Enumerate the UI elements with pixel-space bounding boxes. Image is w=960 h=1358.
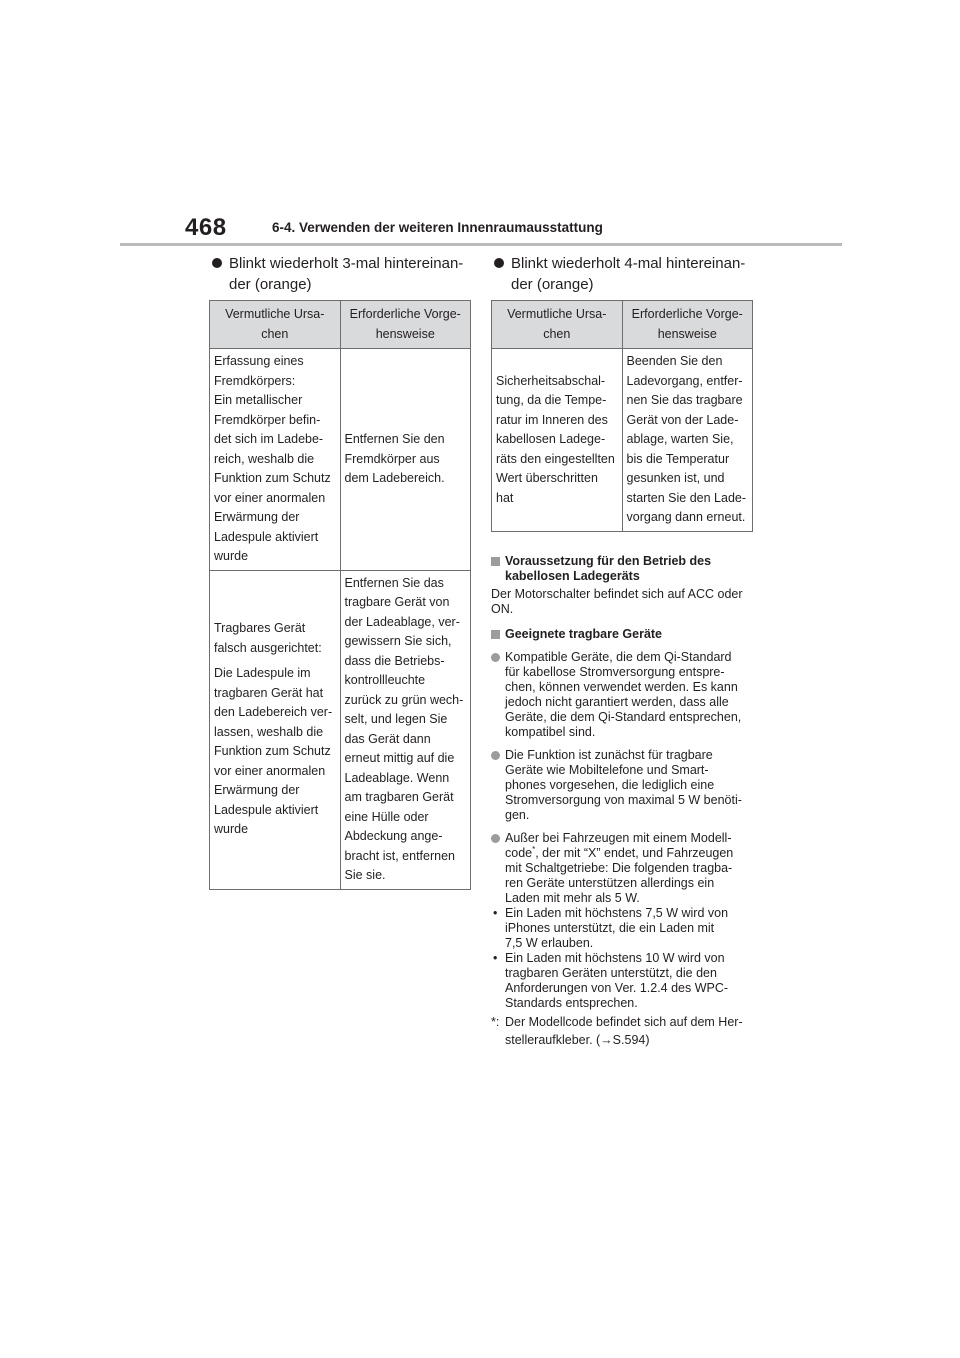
footnote-text: Der Modellcode befindet sich auf dem Her- stelleraufkleber. (→S.594): [505, 1014, 743, 1047]
table-header-cause: Vermutliche Ursa- chen: [492, 301, 623, 349]
circle-bullet-icon: [491, 653, 500, 662]
section-title: 6-4. Verwenden der weiteren Innenraumausstattung: [272, 220, 603, 235]
list-item: Kompatible Geräte, die dem Qi-Standard für kabellose Stromversorgung entspre- chen, können verwendet werden. Es kann jedoch nicht garantiert werden, dass alle Geräte, die dem Qi-Standard entsprechen, kompatibel sind.: [491, 650, 753, 740]
square-bullet-icon: [491, 557, 500, 566]
table-row: [210, 570, 471, 889]
action-cell: Entfernen Sie das tragbare Gerät von der Ladeablage, ver- gewissern Sie sich, dass die Betriebs- kontrollleuchte zurück zu grün wech- selt, und legen Sie das Gerät dann erneut mittig auf die Ladeablage. Wenn am tragbaren Gerät eine Hülle oder Abdeckung ange- bracht ist, entfernen Sie sie.: [340, 570, 471, 889]
blink-3x-heading: [209, 253, 471, 295]
action-cell: Beenden Sie den Ladevorgang, entfer- nen Sie das tragbare Gerät von der Lade- ablage, warten Sie, bis die Temperatur gesunken ist, und starten Sie den Lade- vorgang dann erneut.: [622, 349, 753, 532]
table-header-action: Erforderliche Vorge- hensweise: [340, 301, 471, 349]
list-item: Die Funktion ist zunächst für tragbare Geräte wie Mobiltelefone und Smart- phones vorgesehen, die lediglich eine Stromversorgung von maximal 5 W benöti- gen.: [491, 748, 753, 823]
left-column: [209, 253, 471, 890]
devices-heading: Geeignete tragbare Geräte: [491, 627, 753, 642]
list-item: Außer bei Fahrzeugen mit einem Modell- code*, der mit “X” endet, und Fahrzeugen mit Schaltgetriebe: Die folgenden tragba- ren Geräte unterstützen allerdings ein Laden mit mehr als 5 W.: [491, 831, 753, 906]
table-header-cause: Vermutliche Ursa- chen: [210, 301, 341, 349]
footnote-marker: *: [532, 844, 536, 854]
blink-3x-table: [209, 300, 471, 890]
square-bullet-icon: [491, 630, 500, 639]
right-column: [491, 253, 753, 1049]
sub-list-item: • Ein Laden mit höchstens 10 W wird von tragbaren Geräten unterstützt, die den Anforderungen von Ver. 1.2.4 des WPC- Standards entsprechen.: [493, 950, 729, 1010]
page-number: 468: [185, 214, 227, 241]
action-cell: Entfernen Sie den Fremdkörper aus dem Ladebereich.: [340, 349, 471, 571]
info-section: [491, 554, 753, 1049]
blink-4x-table: [491, 300, 753, 532]
cause-cell: Sicherheitsabschal- tung, da die Tempe- ratur im Inneren des kabellosen Ladege- räts den eingestellten Wert überschritten hat: [492, 349, 623, 532]
cause-cell: Tragbares Gerät falsch ausgerichtet: Die Ladespule im tragbaren Gerät hat den Ladebereich ver- lassen, weshalb die Funktion zum Schutz vor einer anormalen Erwärmung der Ladespule aktiviert wurde: [210, 570, 341, 889]
circle-bullet-icon: [491, 751, 500, 760]
circle-bullet-icon: [491, 834, 500, 843]
blink-3x-heading-text: Blinkt wiederholt 3-mal hintereinan- der (orange): [229, 255, 464, 293]
table-row: [492, 349, 753, 532]
blink-4x-heading: [491, 253, 753, 295]
table-row: [210, 349, 471, 571]
bullet-dot-icon: [494, 258, 504, 268]
blink-4x-heading-text: Blinkt wiederholt 4-mal hintereinan- der (orange): [511, 255, 746, 293]
header-divider: [120, 243, 842, 246]
footnote: [491, 1013, 753, 1049]
bullet-dot-icon: [212, 258, 222, 268]
footnote-mark: *:: [491, 1014, 500, 1029]
prereq-text: Der Motorschalter befindet sich auf ACC oder ON.: [491, 586, 743, 616]
table-header-action: Erforderliche Vorge- hensweise: [622, 301, 753, 349]
sub-list-item: • Ein Laden mit höchstens 7,5 W wird von iPhones unterstützt, die ein Laden mit 7,5 W erlauben.: [493, 905, 729, 950]
cause-cell: Erfassung eines Fremdkörpers: Ein metallischer Fremdkörper befin- det sich im Ladebe- reich, weshalb die Funktion zum Schutz vor einer anormalen Erwärmung der Ladespule aktiviert wurde: [210, 349, 341, 571]
prereq-heading: Voraussetzung für den Betrieb des kabellosen Ladegeräts: [491, 554, 753, 584]
